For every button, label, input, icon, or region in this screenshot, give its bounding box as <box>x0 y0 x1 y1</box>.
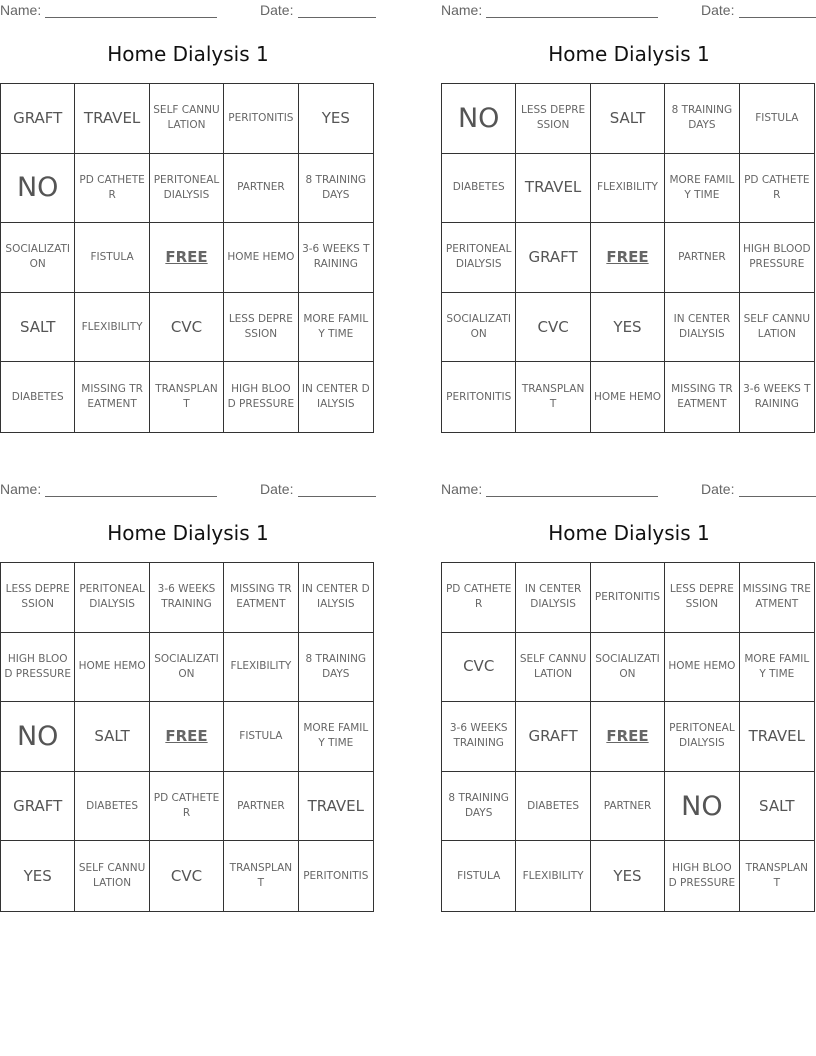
bingo-cell: 3-6 WEEKS TRAINING <box>442 702 516 772</box>
bingo-cell: PARTNER <box>224 154 298 224</box>
date-blank-line <box>739 496 816 497</box>
card-title: Home Dialysis 1 <box>107 42 269 66</box>
bingo-cell: TRAVEL <box>740 702 814 772</box>
card-title: Home Dialysis 1 <box>107 521 269 545</box>
bingo-grid <box>0 83 374 433</box>
bingo-cell: SELF CANNULATION <box>740 293 814 363</box>
bingo-cell: MORE FAMILY TIME <box>740 633 814 703</box>
bingo-cell: GRAFT <box>1 772 75 842</box>
bingo-card <box>0 0 376 440</box>
bingo-cell: NO <box>665 772 739 842</box>
bingo-cell: SOCIALIZATION <box>1 223 75 293</box>
bingo-cell: 3-6 WEEKS TRAINING <box>150 563 224 633</box>
bingo-cell: PARTNER <box>591 772 665 842</box>
bingo-cell: LESS DEPRESSION <box>1 563 75 633</box>
bingo-cell: YES <box>591 841 665 911</box>
bingo-cell: PERITONEAL DIALYSIS <box>150 154 224 224</box>
bingo-cell: 3-6 WEEKS TRAINING <box>743 383 811 411</box>
bingo-card <box>441 479 816 919</box>
bingo-cell: MISSING TREATMENT <box>665 362 739 432</box>
bingo-cell: SOCIALIZATION <box>442 293 516 363</box>
bingo-cell: 8 TRAINING DAYS <box>299 154 373 224</box>
bingo-cell: PD CATHETER <box>442 563 516 633</box>
bingo-cell: FLEXIBILITY <box>75 293 149 363</box>
bingo-cell: TRANSPLANT <box>516 362 590 432</box>
bingo-cell: MISSING TREATMENT <box>224 563 298 633</box>
bingo-cell: MORE FAMILY TIME <box>299 293 373 363</box>
card-header <box>0 481 376 499</box>
bingo-cell: GRAFT <box>516 702 590 772</box>
bingo-cell: DIABETES <box>75 772 149 842</box>
name-label: Name: <box>0 481 42 497</box>
bingo-cell: LESS DEPRESSION <box>665 563 739 633</box>
bingo-cell: PD CATHETER <box>740 154 814 224</box>
bingo-cell: DIABETES <box>516 772 590 842</box>
bingo-cell: HOME HEMO <box>75 633 149 703</box>
bingo-cell: PD CATHETER <box>150 772 224 842</box>
date-label: Date: <box>701 481 735 497</box>
date-blank-line <box>739 17 816 18</box>
bingo-cell: HIGH BLOOD PRESSURE <box>224 362 298 432</box>
name-blank-line <box>45 496 217 497</box>
bingo-cell: IN CENTER DIALYSIS <box>665 293 739 363</box>
bingo-cell: TRANSPLANT <box>745 862 809 890</box>
free-space-cell: FREE <box>591 223 665 293</box>
bingo-grid <box>0 562 374 912</box>
bingo-cell: SOCIALIZATION <box>150 633 224 703</box>
bingo-cell: FISTULA <box>442 841 516 911</box>
bingo-cell: SALT <box>740 772 814 842</box>
name-label: Name: <box>441 2 483 18</box>
bingo-cell: FLEXIBILITY <box>516 841 590 911</box>
bingo-card <box>441 0 816 440</box>
bingo-cell: MISSING TREATMENT <box>740 563 814 633</box>
bingo-cell: PARTNER <box>224 772 298 842</box>
bingo-cell: HIGH BLOOD PRESSURE <box>665 841 739 911</box>
bingo-cell: PERITONITIS <box>591 563 665 633</box>
bingo-cell: PERITONEAL DIALYSIS <box>665 702 739 772</box>
bingo-cell: LESS DEPRESSION <box>224 293 298 363</box>
card-title: Home Dialysis 1 <box>548 521 710 545</box>
free-space-cell: FREE <box>150 702 224 772</box>
bingo-cell: SELF CANNULATION <box>75 841 149 911</box>
date-blank-line <box>298 496 376 497</box>
bingo-cell: NO <box>442 84 516 154</box>
bingo-cell: PERITONITIS <box>303 869 369 882</box>
bingo-cell: SELF CANNULATION <box>516 633 590 703</box>
bingo-cell: MORE FAMILY TIME <box>299 702 373 772</box>
bingo-cell: CVC <box>442 633 516 703</box>
bingo-cell: IN CENTER DIALYSIS <box>301 383 370 411</box>
bingo-cell: FISTULA <box>75 223 149 293</box>
bingo-cell: SALT <box>591 84 665 154</box>
bingo-cell: YES <box>1 841 75 911</box>
name-blank-line <box>486 17 658 18</box>
name-label: Name: <box>441 481 483 497</box>
bingo-card <box>0 479 376 919</box>
bingo-cell: DIABETES <box>442 154 516 224</box>
bingo-cell: TRAVEL <box>75 84 149 154</box>
bingo-cell: IN CENTER DIALYSIS <box>299 563 373 633</box>
bingo-cell: LESS DEPRESSION <box>516 84 590 154</box>
bingo-cell: 3-6 WEEKS TRAINING <box>299 223 373 293</box>
card-header <box>441 2 816 20</box>
bingo-cell: NO <box>1 154 75 224</box>
name-label: Name: <box>0 2 42 18</box>
date-label: Date: <box>260 2 294 18</box>
bingo-cell: DIABETES <box>1 362 75 432</box>
bingo-cell: 8 TRAINING DAYS <box>299 633 373 703</box>
bingo-cell: HOME HEMO <box>224 223 298 293</box>
bingo-cell: PERITONEAL DIALYSIS <box>442 223 516 293</box>
bingo-cell: MORE FAMILY TIME <box>665 154 739 224</box>
bingo-cell: SOCIALIZATION <box>591 633 665 703</box>
bingo-cell: SALT <box>75 702 149 772</box>
date-label: Date: <box>701 2 735 18</box>
bingo-cell: SALT <box>1 293 75 363</box>
free-space-cell: FREE <box>150 223 224 293</box>
bingo-cell: FISTULA <box>224 702 298 772</box>
bingo-cell: GRAFT <box>516 223 590 293</box>
bingo-cell: YES <box>299 84 373 154</box>
bingo-cell: TRAVEL <box>516 154 590 224</box>
bingo-cell: CVC <box>516 293 590 363</box>
bingo-cell: SELF CANNULATION <box>150 84 224 154</box>
bingo-cell: FLEXIBILITY <box>224 633 298 703</box>
bingo-cell: HOME HEMO <box>591 362 665 432</box>
bingo-cell: PERITONITIS <box>442 362 516 432</box>
bingo-cell: TRANSPLANT <box>150 362 224 432</box>
bingo-cell: GRAFT <box>1 84 75 154</box>
card-title: Home Dialysis 1 <box>548 42 710 66</box>
bingo-cell: HIGH BLOOD PRESSURE <box>740 223 814 293</box>
card-header <box>441 481 816 499</box>
bingo-cell: YES <box>591 293 665 363</box>
bingo-cell: NO <box>1 702 75 772</box>
bingo-cell: CVC <box>150 841 224 911</box>
date-blank-line <box>298 17 376 18</box>
bingo-cell: PARTNER <box>665 223 739 293</box>
name-blank-line <box>486 496 658 497</box>
date-label: Date: <box>260 481 294 497</box>
card-header <box>0 2 376 20</box>
bingo-cell: TRAVEL <box>299 772 373 842</box>
bingo-cell: IN CENTER DIALYSIS <box>516 563 590 633</box>
bingo-cell: MISSING TREATMENT <box>75 362 149 432</box>
bingo-cell: PERITONEAL DIALYSIS <box>75 563 149 633</box>
bingo-cell: PD CATHETER <box>75 154 149 224</box>
bingo-cell: CVC <box>150 293 224 363</box>
bingo-cell: 8 TRAINING DAYS <box>665 84 739 154</box>
bingo-cell: HIGH BLOOD PRESSURE <box>1 633 75 703</box>
bingo-grid <box>441 83 815 433</box>
bingo-cell: FISTULA <box>740 84 814 154</box>
bingo-cell: TRANSPLANT <box>224 841 298 911</box>
bingo-cell: PERITONITIS <box>224 84 298 154</box>
name-blank-line <box>45 17 217 18</box>
bingo-cell: 8 TRAINING DAYS <box>442 772 516 842</box>
bingo-grid <box>441 562 815 912</box>
bingo-cell: FLEXIBILITY <box>591 154 665 224</box>
free-space-cell: FREE <box>591 702 665 772</box>
bingo-cell: HOME HEMO <box>665 633 739 703</box>
